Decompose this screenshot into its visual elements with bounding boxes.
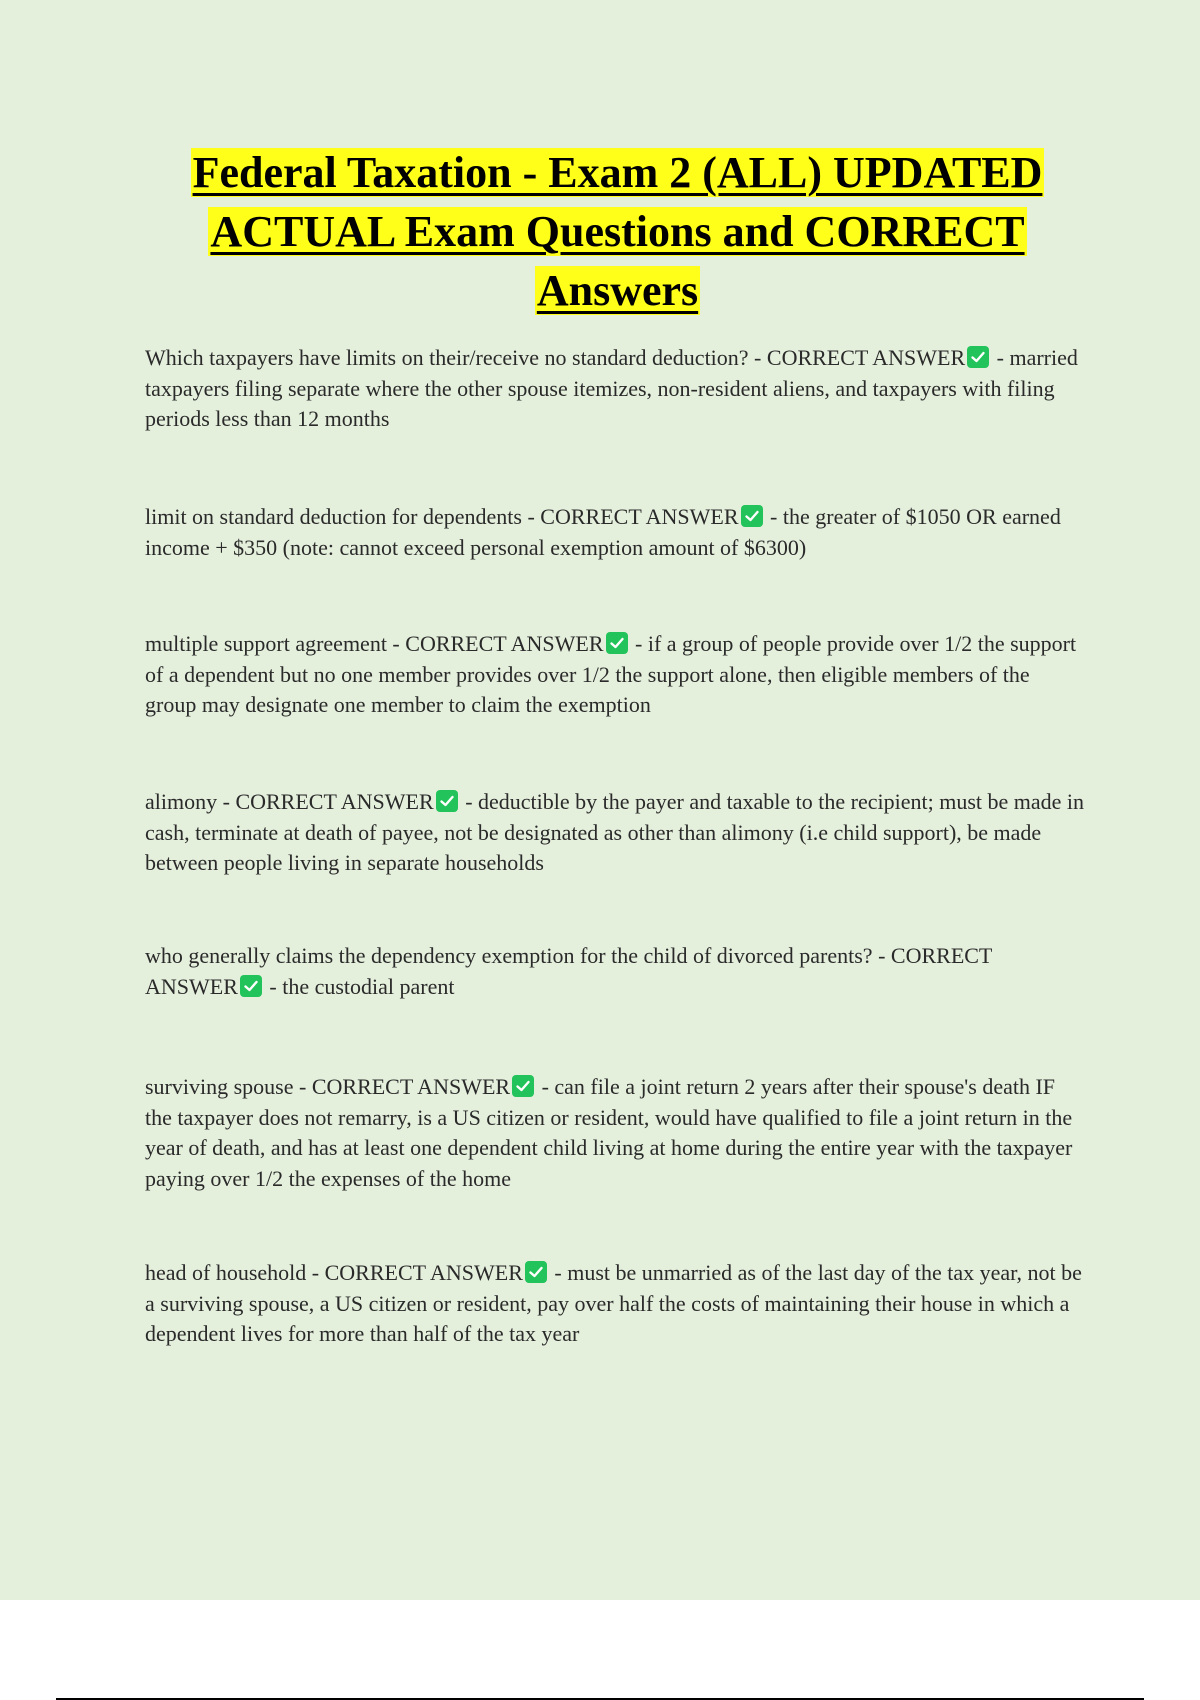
answer-text: - married taxpayers filing separate where the other spouse itemizes, non-resident aliens, and taxpayers with filing periods less than 12 months bbox=[145, 345, 1078, 431]
answer-text: - must be unmarried as of the last day of the tax year, not be a surviving spouse, a US citizen or resident, pay over half the costs of maintaining their house in which a dependent lives for more than half of the tax year bbox=[145, 1260, 1082, 1346]
qa-entry bbox=[145, 343, 1085, 435]
qa-entry bbox=[145, 787, 1085, 879]
question-text: head of household - bbox=[145, 1260, 325, 1285]
check-mark-icon bbox=[512, 1075, 534, 1097]
correct-answer-label: CORRECT ANSWER bbox=[311, 1074, 511, 1099]
check-mark-icon bbox=[525, 1261, 547, 1283]
question-text: multiple support agreement - bbox=[145, 631, 406, 656]
correct-answer-label: CORRECT ANSWER bbox=[766, 345, 966, 370]
answer-text: - if a group of people provide over 1/2 the support of a dependent but no one member provides over 1/2 the support alone, then eligible members of the group may designate one member to claim the exemption bbox=[145, 631, 1077, 717]
answer-text: - the custodial parent bbox=[263, 973, 455, 999]
correct-answer-label: CORRECT ANSWER bbox=[324, 1260, 523, 1285]
answer-text: - the greater of $1050 OR earned income + $350 (note: cannot exceed personal exemption amount of $6300) bbox=[145, 504, 1061, 560]
question-text: Which taxpayers have limits on their/receive no standard deduction? - bbox=[145, 345, 767, 370]
correct-answer-label: CORRECT ANSWER bbox=[405, 631, 604, 656]
check-mark-icon bbox=[606, 632, 628, 654]
check-mark-icon bbox=[436, 790, 458, 812]
question-text: who generally claims the dependency exemption for the child of divorced parents? - bbox=[145, 943, 891, 968]
check-mark-icon bbox=[967, 346, 989, 368]
qa-entry bbox=[145, 941, 1085, 1002]
answer-text: - deductible by the payer and taxable to the recipient; must be made in cash, terminate at death of payee, not be designated as other than alimony (i.e child support), be made between people living in separate households bbox=[145, 789, 1085, 875]
title-line: Answers bbox=[536, 266, 699, 315]
qa-entry bbox=[145, 1072, 1085, 1194]
correct-answer-label: CORRECT ANSWER bbox=[235, 789, 434, 814]
correct-answer-label: CORRECT ANSWER bbox=[145, 943, 992, 999]
qa-entry bbox=[145, 629, 1085, 721]
check-mark-icon bbox=[741, 505, 763, 527]
question-text: surviving spouse - bbox=[145, 1074, 312, 1099]
question-text: alimony - bbox=[145, 789, 236, 814]
title-line: Federal Taxation - Exam 2 (ALL) UPDATED bbox=[192, 148, 1043, 197]
qa-entry bbox=[145, 502, 1085, 563]
answer-text: - can file a joint return 2 years after their spouse's death IF the taxpayer does not remarry, is a US citizen or resident, would have qualified to file a joint return in the year of death, and has at least one dependent child living at home during the entire year with the taxpayer paying over 1/2 the expenses of the home bbox=[145, 1074, 1073, 1191]
check-mark-icon bbox=[240, 975, 262, 997]
document-title bbox=[120, 143, 1115, 320]
qa-entry bbox=[145, 1258, 1085, 1350]
correct-answer-label: CORRECT ANSWER bbox=[540, 504, 739, 529]
question-text: limit on standard deduction for dependents - bbox=[145, 504, 541, 529]
title-line: ACTUAL Exam Questions and CORRECT bbox=[210, 207, 1025, 256]
